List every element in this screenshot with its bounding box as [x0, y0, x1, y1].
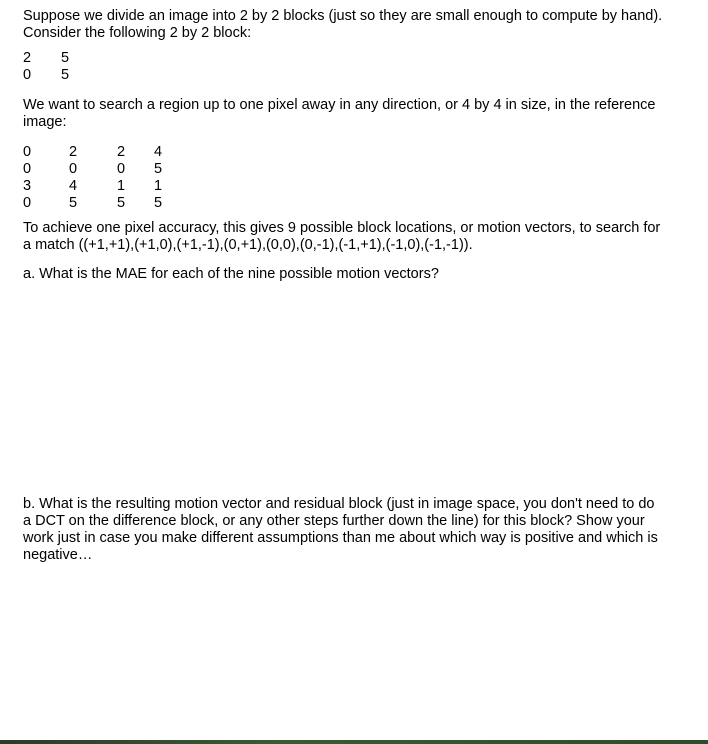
- reference-cell: 0: [23, 161, 32, 177]
- reference-cell: 5: [154, 195, 163, 211]
- block-cell: 0: [23, 67, 32, 83]
- block-cell: 2: [23, 50, 32, 66]
- reference-cell: 0: [23, 144, 32, 160]
- reference-cell: 3: [23, 178, 32, 194]
- reference-cell: 1: [117, 178, 126, 194]
- reference-cell: 0: [23, 195, 32, 211]
- block-cell: 5: [61, 50, 70, 66]
- reference-matrix: [23, 144, 174, 212]
- reference-cell: 5: [154, 161, 163, 177]
- intro-paragraph: Suppose we divide an image into 2 by 2 blocks (just so they are small enough to compute by hand). Consider the following 2 by 2 block:: [23, 8, 663, 41]
- reference-cell: 4: [69, 178, 78, 194]
- reference-cell: 5: [69, 195, 78, 211]
- block-matrix: [23, 50, 81, 84]
- reference-cell: 2: [69, 144, 78, 160]
- question-a: a. What is the MAE for each of the nine possible motion vectors?: [23, 266, 439, 282]
- reference-cell: 0: [69, 161, 78, 177]
- bottom-divider-bar: [0, 740, 708, 744]
- accuracy-paragraph: To achieve one pixel accuracy, this gives 9 possible block locations, or motion vectors, to search for a match ((+1,+1),(+1,0),(+1,-1),(0,+1),(0,0),(0,-1),(-1,+1),(-1,0),(-1,-1)).: [23, 220, 661, 253]
- block-cell: 5: [61, 67, 70, 83]
- search-paragraph: We want to search a region up to one pixel away in any direction, or 4 by 4 in size, in the reference image:: [23, 97, 656, 130]
- reference-cell: 0: [117, 161, 126, 177]
- reference-cell: 2: [117, 144, 126, 160]
- reference-cell: 5: [117, 195, 126, 211]
- reference-cell: 1: [154, 178, 163, 194]
- question-b: b. What is the resulting motion vector and residual block (just in image space, you don't need to do a DCT on the difference block, or any other steps further down the line) for this block? Show your work just in case you make different assumptions than me about which way is positive and which is negative…: [23, 496, 658, 563]
- reference-cell: 4: [154, 144, 163, 160]
